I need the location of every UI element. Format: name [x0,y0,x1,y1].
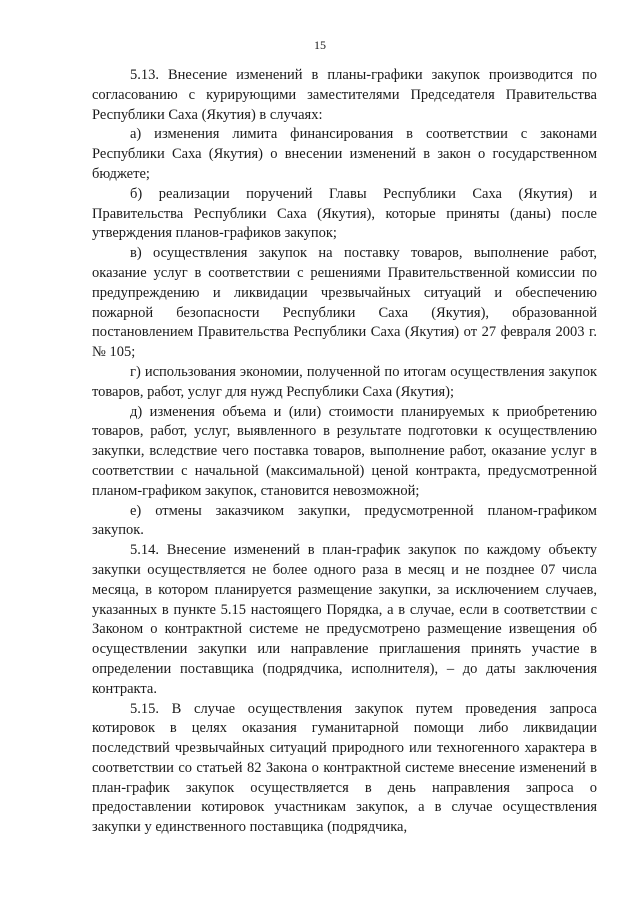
paragraph-5-13-g: г) использования экономии, полученной по итогам осуществления закупок товаров, работ, услуг для нужд Республики Саха (Якутия); [92,363,597,400]
paragraph-5-13-d: д) изменения объема и (или) стоимости планируемых к приобретению товаров, работ, услуг, выявленного в результате подготовки к осуществлению закупки, вследствие чего поставка товаров, выполнение работ, оказание услуг в соответствии с начальной (максимальной) ценой контракта, предусмотренной планом-графиком закупок, становится невозможной; [92,403,597,499]
paragraph-5-14: 5.14. Внесение изменений в план-график закупок по каждому объекту закупки осуществляется не более одного раза в месяц и не позднее 07 числа месяца, в котором планируется размещение закупки, за исключением случаев, указанных в пункте 5.15 настоящего Порядка, а в случае, если в соответствии с Законом о контрактной системе не предусмотрено размещение извещения об осуществлении закупки или направление приглашения принять участие в определении поставщика (подрядчика, исполнителя), – до даты заключения контракта. [92,542,597,697]
page-number: 15 [314,38,326,52]
document-body [92,66,597,838]
paragraph-5-13: 5.13. Внесение изменений в планы-графики закупок производится по согласованию с курирующими заместителями Председателя Правительства Республики Саха (Якутия) в случаях: [92,67,597,123]
paragraph-5-13-e: е) отмены заказчиком закупки, предусмотренной планом-графиком закупок. [92,502,597,539]
paragraph-5-13-v: в) осуществления закупок на поставку товаров, выполнение работ, оказание услуг в соответствии с решениями Правительственной комиссии по предупреждению и ликвидации чрезвычайных ситуаций и обеспечению пожарной безопасности Республики Саха (Якутия), образованной постановлением Правительства Республики Саха (Якутия) от 27 февраля 2003 г. № 105; [92,245,597,361]
paragraph-5-13-b: б) реализации поручений Главы Республики Саха (Якутия) и Правительства Республики Саха (Якутия), которые приняты (даны) после утверждения планов-графиков закупок; [92,185,597,242]
paragraph-5-13-a: а) изменения лимита финансирования в соответствии с законами Республики Саха (Якутия) о внесении изменений в закон о государственном бюджете; [92,126,597,182]
paragraph-5-15: 5.15. В случае осуществления закупок путем проведения запроса котировок в целях оказания гуманитарной помощи либо ликвидации последствий чрезвычайных ситуаций природного или техногенного характера в соответствии со статьей 82 Закона о контрактной системе внесение изменений в план-график закупок осуществляется в день направления запроса о предоставлении котировок участникам закупок, а в случае осуществления закупки у единственного поставщика (подрядчика, [92,700,597,836]
